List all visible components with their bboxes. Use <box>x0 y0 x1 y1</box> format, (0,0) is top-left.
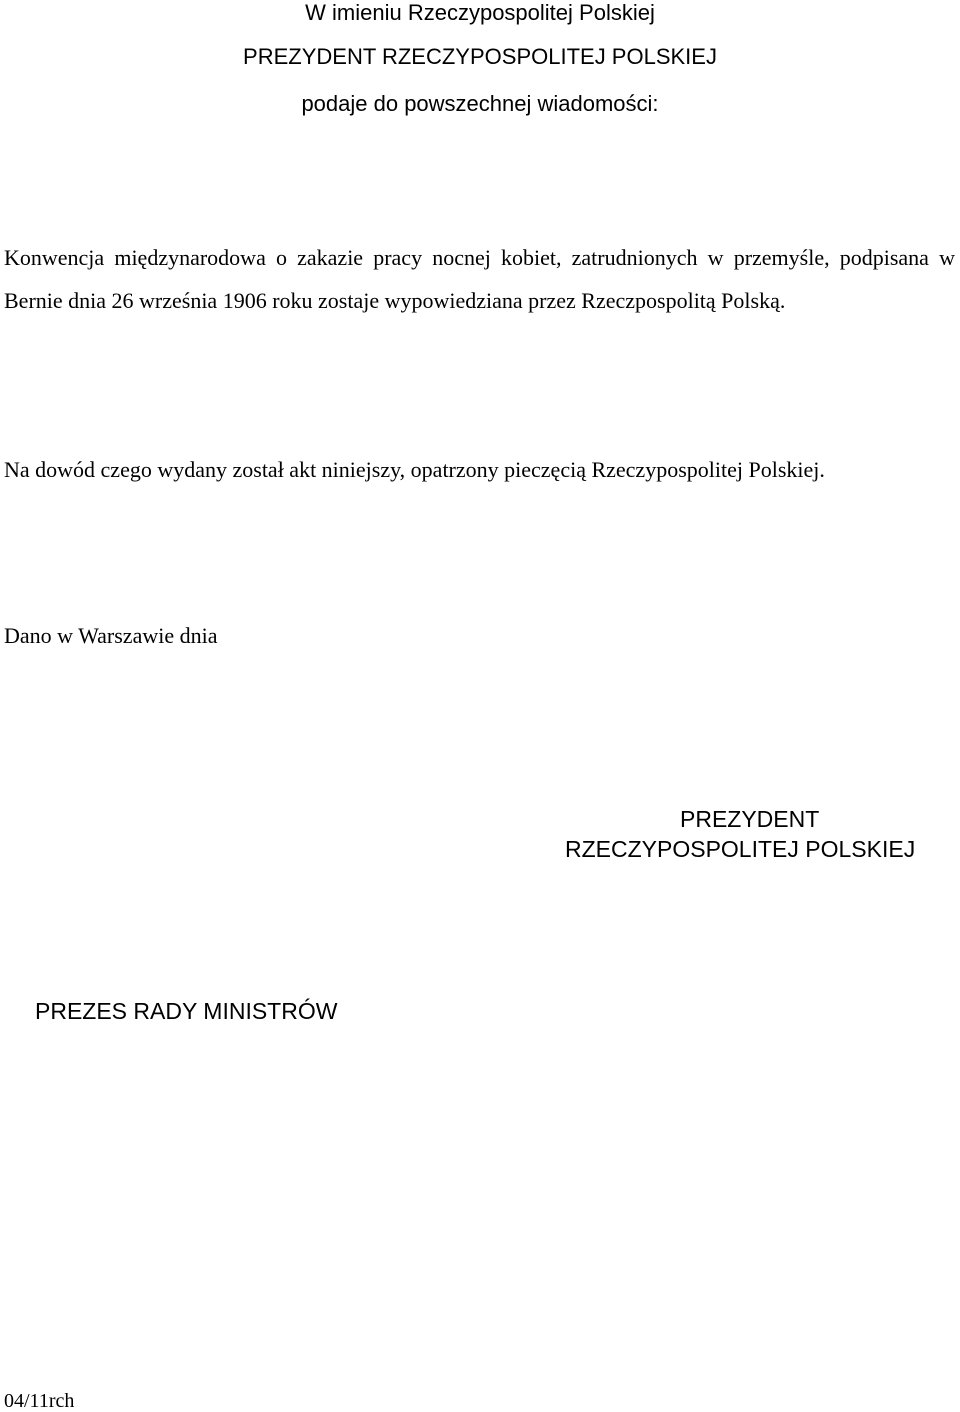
header-announcement: podaje do powszechnej wiadomości: <box>301 91 659 116</box>
header-invocation: W imieniu Rzeczypospolitej Polskiej <box>305 0 655 25</box>
header-president-title: PREZYDENT RZECZYPOSPOLITEJ POLSKIEJ <box>243 44 717 69</box>
paragraph-convention-denunciation: Konwencja międzynarodowa o zakazie pracy nocnej kobiet, zatrudnionych w przemyśle, podpisana w Bernie dnia 26 września 1906 roku zostaje wypowiedziana przez Rzeczpospolitą Polską. <box>4 245 955 313</box>
signature-president-label-line1: PREZYDENT <box>680 806 820 832</box>
signature-president-label-line2: RZECZYPOSPOLITEJ POLSKIEJ <box>565 836 916 862</box>
date-place-line: Dano w Warszawie dnia <box>4 623 218 648</box>
paragraph-seal-statement: Na dowód czego wydany został akt niniejszy, opatrzony pieczęcią Rzeczypospolitej Polskiej. <box>4 457 825 482</box>
document-reference-code: 04/11rch <box>4 1390 75 1412</box>
signature-prime-minister-label: PREZES RADY MINISTRÓW <box>35 998 338 1024</box>
